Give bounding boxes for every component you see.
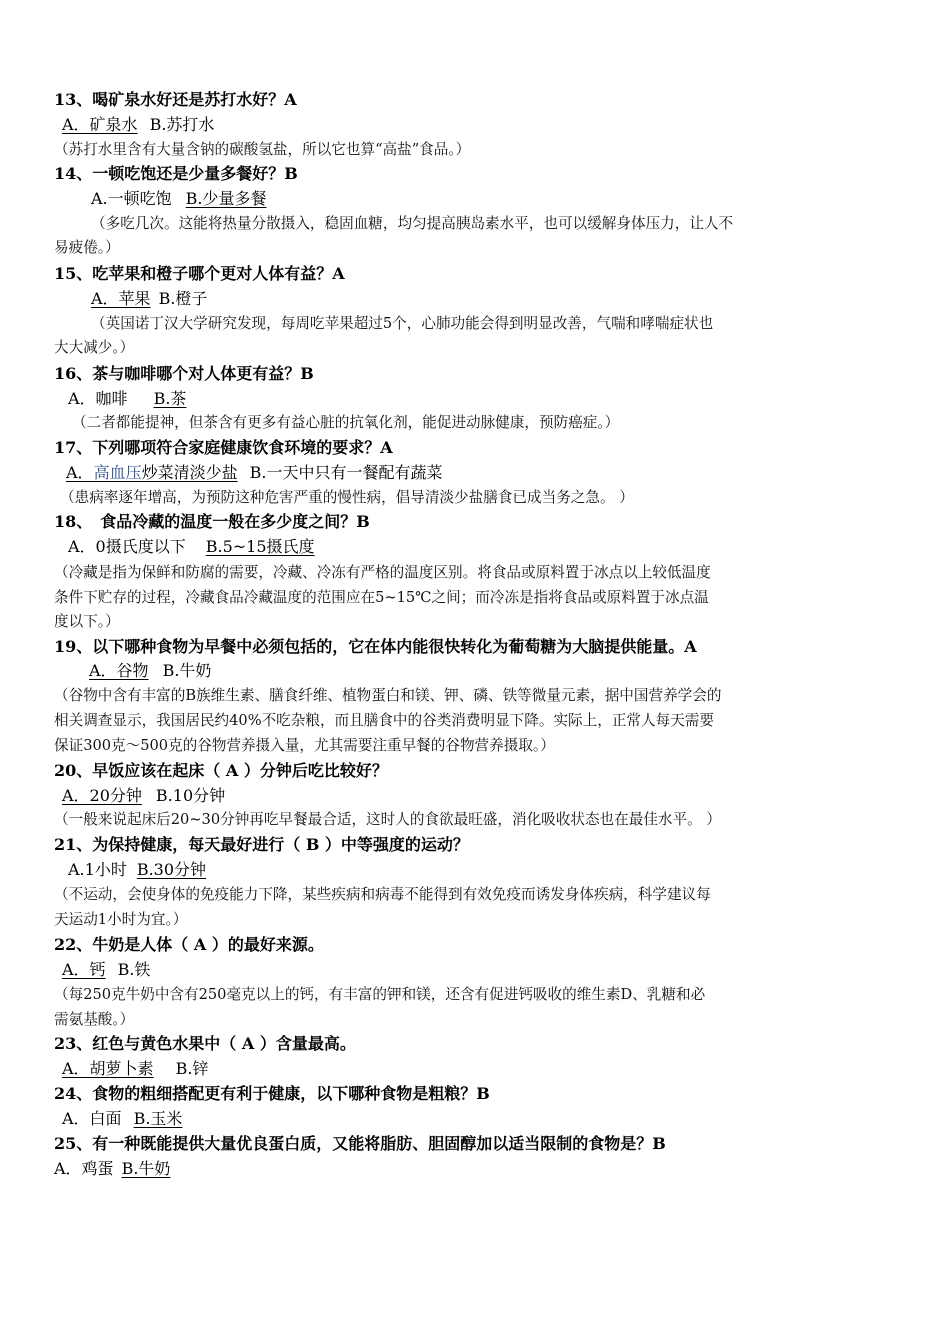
option-b: B.30分钟 xyxy=(136,860,207,879)
question-14: 14、一顿吃饱还是少量多餐好？B xyxy=(54,164,298,183)
option-a: A.一顿吃饱 xyxy=(91,189,172,208)
option-a: A．白面 xyxy=(62,1109,122,1128)
option-a: A．矿泉水 xyxy=(62,115,138,134)
options-17 xyxy=(54,461,442,485)
explanation-15: （英国诺丁汉大学研究发现，每周吃苹果超过5个，心肺功能会得到明显改善，气喘和哮喘症状也 xyxy=(91,315,714,332)
option-a: A．20分钟 xyxy=(62,786,142,805)
option-a: A．胡萝卜素 xyxy=(62,1059,154,1078)
explanation-22-cont: 需氨基酸。） xyxy=(54,1011,135,1028)
explanation-18-cont1: 条件下贮存的过程，冷藏食品冷藏温度的范围应在5~15℃之间；而冷冻是指将食品或原料置于冰点温 xyxy=(54,589,709,606)
option-a: A．咖啡 xyxy=(68,389,128,408)
option-b: B.锌 xyxy=(175,1059,209,1078)
question-23: 23、红色与黄色水果中（ A ）含量最高。 xyxy=(54,1034,356,1053)
question-24: 24、食物的粗细搭配更有利于健康，以下哪种食物是粗粮？B xyxy=(54,1084,490,1103)
explanation-16: （二者都能提神，但茶含有更多有益心脏的抗氧化剂，能促进动脉健康，预防癌症。） xyxy=(72,414,620,431)
option-a: A．鸡蛋 xyxy=(54,1159,114,1178)
option-a: A．高血压炒菜清淡少盐 xyxy=(66,463,238,482)
explanation-20: （一般来说起床后20~30分钟再吃早餐最合适，这时人的食欲最旺盛，消化吸收状态也在最佳水平。 ） xyxy=(54,811,721,828)
question-13: 13、喝矿泉水好还是苏打水好？A xyxy=(54,90,297,109)
option-a: A．苹果 xyxy=(91,289,151,308)
options-24 xyxy=(62,1107,182,1131)
option-b: B.5~15摄氏度 xyxy=(205,537,315,556)
question-18: 18、 食品冷藏的温度一般在多少度之间？B xyxy=(54,512,370,531)
question-16: 16、茶与咖啡哪个对人体更有益？B xyxy=(54,364,314,383)
option-b: B.苏打水 xyxy=(149,115,215,134)
explanation-17: （患病率逐年增高，为预防这种危害严重的慢性病，倡导清淡少盐膳食已成当务之急。 ） xyxy=(60,489,634,506)
options-14 xyxy=(91,187,267,211)
option-b: B.玉米 xyxy=(133,1109,183,1128)
question-25: 25、有一种既能提供大量优良蛋白质，又能将脂肪、胆固醇加以适当限制的食物是？B xyxy=(54,1134,666,1153)
options-19 xyxy=(89,659,211,683)
option-b: B.橙子 xyxy=(158,289,208,308)
explanation-22: （每250克牛奶中含有250毫克以上的钙，有丰富的钾和镁，还含有促进钙吸收的维生素D、乳糖和必 xyxy=(54,986,706,1003)
option-b: B.少量多餐 xyxy=(185,189,267,208)
explanation-15-cont: 大大减少。） xyxy=(54,339,135,356)
option-b: B.10分钟 xyxy=(155,786,226,805)
option-b: B.铁 xyxy=(117,960,151,979)
explanation-14-cont: 易疲倦。） xyxy=(54,239,120,256)
explanation-18-cont2: 度以下。） xyxy=(54,613,120,630)
options-13 xyxy=(62,113,214,137)
explanation-21: （不运动，会使身体的免疫能力下降，某些疾病和病毒不能得到有效免疫而诱发身体疾病，科学建议每 xyxy=(54,886,711,903)
options-21 xyxy=(68,858,206,882)
options-25 xyxy=(54,1157,170,1181)
option-b: B.牛奶 xyxy=(162,661,212,680)
explanation-19-cont1: 相关调查显示，我国居民约40%不吃杂粮，而且膳食中的谷类消费明显下降。实际上，正常人每天需要 xyxy=(54,712,714,729)
option-b: B.牛奶 xyxy=(121,1159,171,1178)
explanation-19-cont2: 保证300克～500克的谷物营养摄入量，尤其需要注重早餐的谷物营养摄取。） xyxy=(54,737,555,754)
explanation-13: （苏打水里含有大量含钠的碳酸氢盐，所以它也算“高盐”食品。） xyxy=(54,141,471,158)
options-23 xyxy=(54,1057,208,1081)
explanation-14: （多吃几次。这能将热量分散摄入，稳固血糖，均匀提高胰岛素水平，也可以缓解身体压力，让人不 xyxy=(91,215,734,232)
options-20 xyxy=(62,784,225,808)
option-a: A．0摄氏度以下 xyxy=(68,537,186,556)
question-15: 15、吃苹果和橙子哪个更对人体有益？A xyxy=(54,264,345,283)
option-b: B.茶 xyxy=(153,389,187,408)
option-a: A.1小时 xyxy=(68,860,127,879)
question-22: 22、牛奶是人体（ A ）的最好来源。 xyxy=(54,935,324,954)
option-b: B.一天中只有一餐配有蔬菜 xyxy=(249,463,443,482)
option-a: A．谷物 xyxy=(89,661,149,680)
options-18 xyxy=(68,535,315,559)
question-17: 17、下列哪项符合家庭健康饮食环境的要求？A xyxy=(54,438,393,457)
options-16 xyxy=(68,387,186,411)
question-20: 20、早饭应该在起床（ A ）分钟后吃比较好？ xyxy=(54,761,388,780)
options-15 xyxy=(91,287,207,311)
option-a: A．钙 xyxy=(62,960,106,979)
explanation-18: （冷藏是指为保鲜和防腐的需要，冷藏、冷冻有严格的温度区别。将食品或原料置于冰点以上较低温度 xyxy=(54,564,711,581)
question-21: 21、为保持健康，每天最好进行（ B ）中等强度的运动？ xyxy=(54,835,469,854)
explanation-21-cont: 天运动1小时为宜。） xyxy=(54,911,188,928)
question-19: 19、以下哪种食物为早餐中必须包括的，它在体内能很快转化为葡萄糖为大脑提供能量。A xyxy=(54,637,697,656)
explanation-19: （谷物中含有丰富的B族维生素、膳食纤维、植物蛋白和镁、钾、磷、铁等微量元素，据中国营养学会的 xyxy=(54,687,722,704)
options-22 xyxy=(62,958,150,982)
